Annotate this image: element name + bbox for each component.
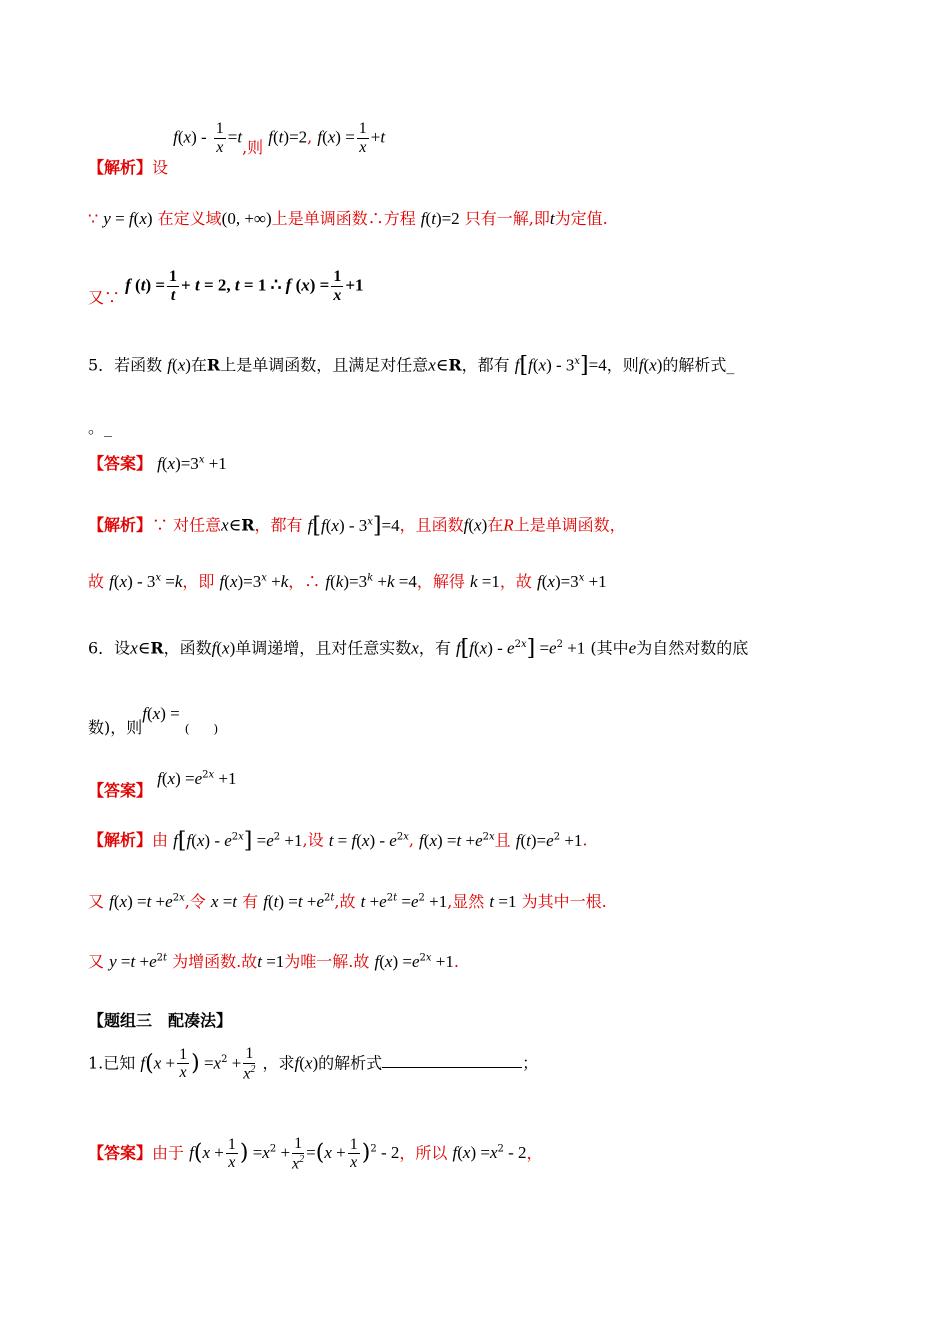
text: 又 — [88, 892, 105, 911]
text: 。_ — [88, 418, 113, 437]
answer-5: 【答案】 $f(x)=3^x +1$ — [88, 454, 227, 473]
text: 6．设 — [88, 638, 131, 658]
text: ，所以 — [399, 1143, 448, 1163]
text: 在 — [487, 515, 504, 535]
text: 设 — [152, 157, 169, 177]
answer-1: 【答案】由于 f(x + $\frac{1}{x}$ ) $=x^2$ + $\frac{1}{x^2}$ =(x + $\frac{1}{x}$ )$^2$ - 2，所以 $f(x) =x^2 - 2$， — [88, 1135, 543, 1172]
question-5: 5．若函数 f(x)在R上是单调函数，且满足对任意x∈R，都有 $f[f(x) - 3^x]=4$，则f(x)的解析式_ — [88, 353, 735, 378]
answer-6: 【答案】 $f(x) =e^{2x} +1$ — [88, 769, 237, 800]
text: 由 — [152, 830, 169, 850]
text: 由于 — [152, 1143, 185, 1163]
question-5-cont — [88, 420, 890, 436]
text: 在定义域 — [157, 209, 222, 228]
text: 为其中一根. — [521, 892, 607, 911]
text: ,令 — [184, 892, 206, 911]
text: ，函数 — [163, 638, 212, 658]
question-1: 1.已知 f(x + $\frac{1}{x}$ ) $=x^2$ + $\frac{1}{x^2}$ ，求f(x)的解析式 ； — [88, 1045, 539, 1082]
text: 为自然对数的底 — [636, 638, 749, 658]
text: ∵ 对任意 — [152, 515, 222, 535]
text: ； — [522, 1053, 539, 1073]
analysis-line-1: 【解析】设 f(x) - $\frac{1}{x}$ =t,则 f(t)=2, f(x) = $\frac{1}{x}$ +t — [88, 120, 386, 177]
text: ，都有 — [461, 355, 510, 375]
text: 又∵ — [88, 287, 121, 307]
text: , — [408, 830, 414, 850]
group3-title: 【题组三 配凑法】 — [88, 1011, 233, 1030]
text: 为增函数.故 — [172, 952, 258, 971]
text: ，都有 — [254, 515, 303, 535]
text: 为唯一解.故 — [284, 952, 370, 971]
analysis-tag: 【解析】 — [88, 515, 153, 535]
text: ，有 — [418, 638, 451, 658]
analysis-6-c: 又 $y =t +e^{2t}$ 为增函数.故t =1为唯一解.故 $f(x) =e^{2x} +1$. — [88, 952, 459, 971]
analysis-6: 【解析】由 $f[f(x) - e^{2x}] =e^2 +1$,设 $t = f(x) - e^{2x}$, $f(x) =t +e^{2x}$且 $f(t)=e^2 +1$. — [88, 828, 588, 853]
text: (其中 — [590, 638, 629, 658]
analysis-tag: 【解析】 — [88, 830, 153, 850]
text: ，∴ — [288, 572, 321, 591]
text: ,显然 — [447, 892, 485, 911]
text: ，求 — [262, 1053, 295, 1073]
analysis-5: 【解析】∵ 对任意x∈R，都有 $f[f(x) - 3^x]=4$，且函数f(x)在R上是单调函数， — [88, 513, 626, 538]
text: ,则 — [242, 137, 264, 157]
question-6-cont: 数)，则f(x) = $_{( )}$ — [88, 704, 219, 737]
answer-tag: 【答案】 — [88, 454, 153, 473]
text: ( ) — [184, 722, 219, 736]
question-6: 6．设x∈R，函数f(x)单调递增，且对任意实数x，有 $f[f(x) - e^{2x}] =e^2 +1$ (其中e为自然对数的底 — [88, 636, 749, 661]
text: 5．若函数 — [88, 355, 163, 375]
text: 上是单调函数∴方程 — [271, 209, 416, 228]
text: ，解得 — [416, 572, 465, 591]
text: 有 — [242, 892, 259, 911]
text: 在 — [190, 355, 207, 375]
text: 数)，则 — [88, 718, 143, 737]
text: 又 — [88, 952, 105, 971]
text: ,设 — [302, 830, 324, 850]
text: 1.已知 — [88, 1053, 136, 1073]
text: 只有一解,即 — [464, 209, 550, 228]
text: ，即 — [182, 572, 215, 591]
analysis-line-2: ∵ y = f(x) 在定义域(0, +∞)上是单调函数∴方程 f(t)=2 只有一解,即t为定值. — [88, 209, 608, 228]
text: 的解析式_ — [662, 355, 735, 375]
text: 且 — [494, 830, 511, 850]
text: ，则 — [606, 355, 639, 375]
text: 上是单调函数， — [513, 515, 626, 535]
analysis-6-b: 又 $f(x) =t +e^{2x}$,令 x =t 有 $f(t) =t +e^{2t}$,故 $t +e^{2t} =e^2 +1$,显然 t =1 为其中一根. — [88, 892, 607, 911]
text: ∵ — [88, 209, 99, 228]
answer-blank[interactable] — [382, 1067, 522, 1068]
text: 故 — [88, 572, 105, 591]
text: ，故 — [499, 572, 532, 591]
text: 单调递增，且对任意实数 — [235, 638, 412, 658]
text: . — [582, 830, 588, 850]
text: 上是单调函数，且满足对任意 — [220, 355, 429, 375]
text: , — [307, 127, 313, 147]
analysis-line-3: 又∵ f (t) = $\frac{1}{t}$ + t = 2, t = 1 ∴ f (x) = $\frac{1}{x}$ +1 — [88, 268, 364, 307]
text: . — [453, 952, 459, 971]
text: ， — [526, 1143, 543, 1163]
analysis-tag: 【解析】 — [88, 157, 153, 177]
text: 的解析式 — [318, 1053, 383, 1073]
text: ,故 — [334, 892, 356, 911]
analysis-5-cont: 故 $f(x) - 3^x =k$，即 $f(x)=3^x +k$，∴ $f(k)=3^k +k =4$，解得 k =1，故 $f(x)=3^x +1$ — [88, 572, 607, 591]
answer-tag: 【答案】 — [88, 1143, 153, 1163]
text: R — [206, 355, 221, 375]
answer-tag: 【答案】 — [88, 781, 153, 800]
text: 为定值. — [554, 209, 608, 228]
text: ，且函数 — [399, 515, 464, 535]
